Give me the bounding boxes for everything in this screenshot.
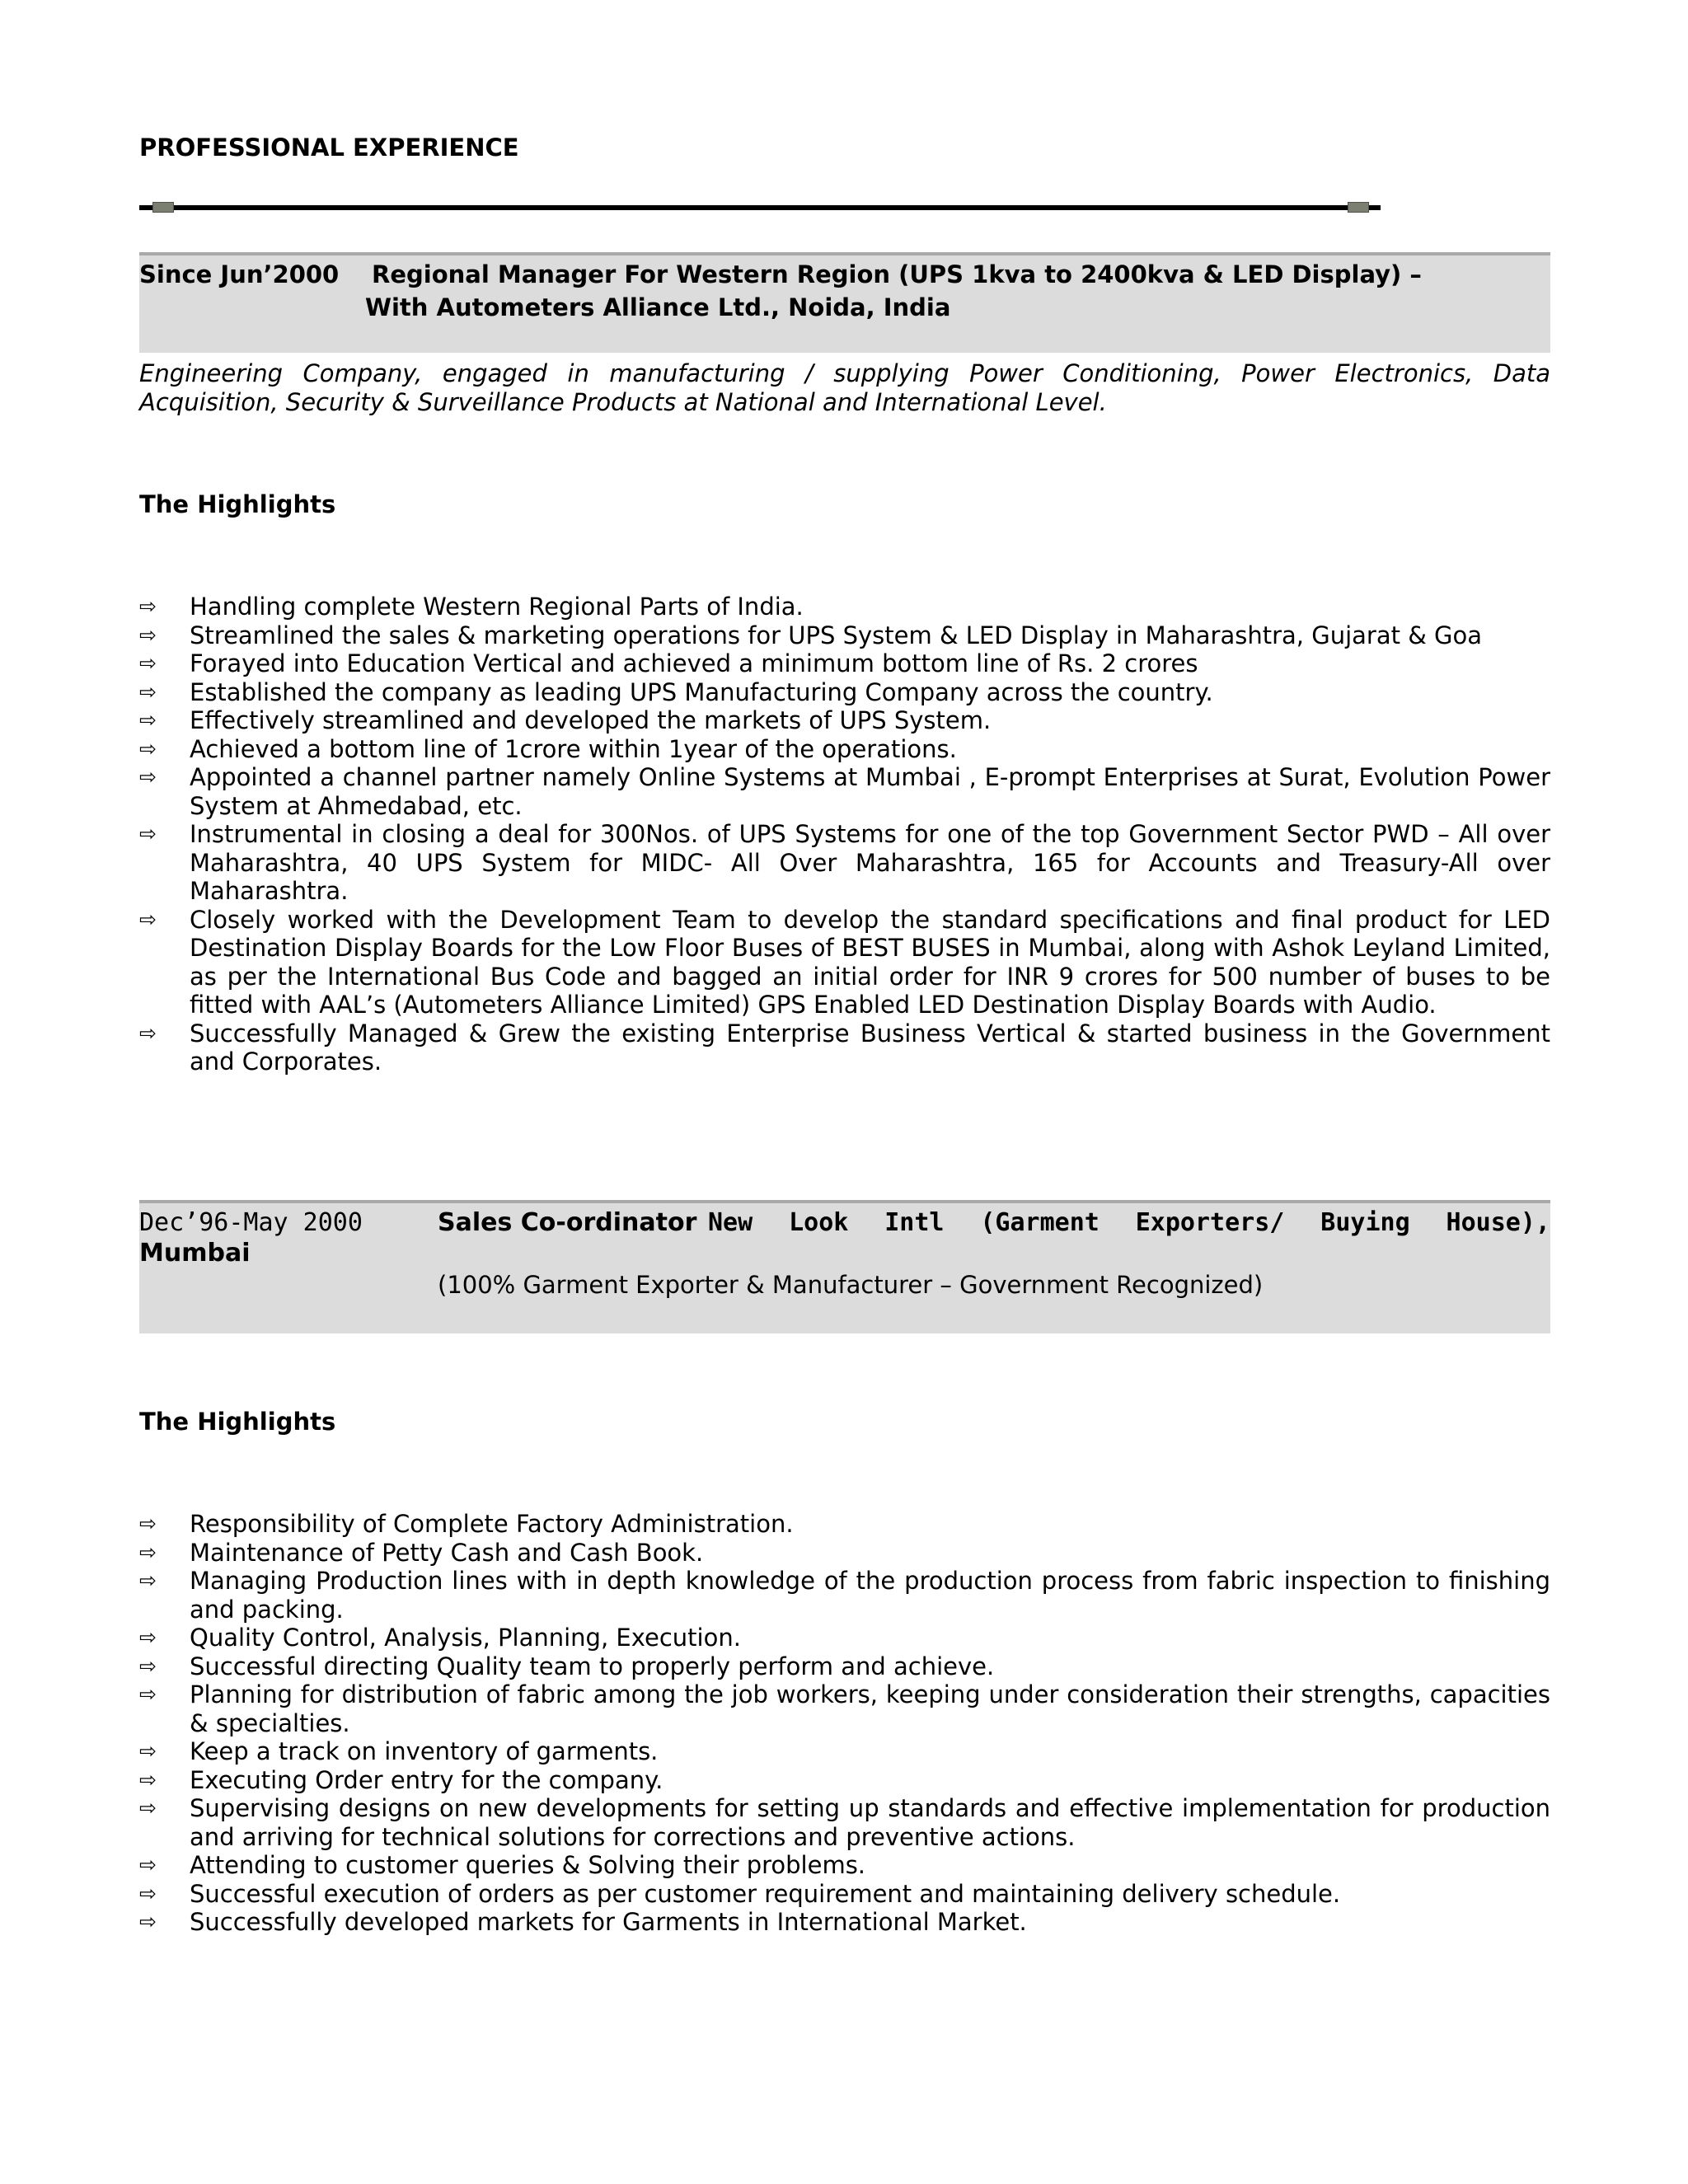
right-arrow-outline-icon: ⇨	[139, 1881, 157, 1905]
highlight-text: Appointed a channel partner namely Online Systems at Mumbai , E-prompt Enterprises at Surat, Evolution Power System at Ahmedabad, etc.	[190, 763, 1550, 820]
right-arrow-outline-icon: ⇨	[139, 1767, 157, 1792]
job2-company	[708, 1208, 1550, 1237]
right-arrow-outline-icon: ⇨	[139, 679, 157, 704]
job2-title: Sales Co-ordinator	[438, 1208, 697, 1237]
highlight-item	[139, 763, 1550, 820]
highlight-item	[139, 621, 1550, 650]
highlight-item	[139, 706, 1550, 735]
highlight-item	[139, 1567, 1550, 1624]
highlight-text: Supervising designs on new developments for setting up standards and effective implementation for production and arriving for technical solutions for corrections and preventive actions.	[190, 1794, 1550, 1851]
right-arrow-outline-icon: ⇨	[139, 1682, 157, 1706]
highlight-text: Executing Order entry for the company.	[190, 1765, 663, 1794]
right-arrow-outline-icon: ⇨	[139, 1910, 157, 1933]
job2-highlights-list	[139, 1510, 1550, 1937]
highlight-text: Forayed into Education Vertical and achieved a minimum bottom line of Rs. 2 crores	[190, 649, 1198, 677]
right-arrow-outline-icon: ⇨	[139, 765, 157, 789]
right-arrow-outline-icon: ⇨	[139, 1020, 157, 1045]
right-arrow-outline-icon: ⇨	[139, 822, 157, 846]
highlight-item	[139, 1908, 1550, 1937]
highlight-text: Effectively streamlined and developed the markets of UPS System.	[190, 706, 992, 734]
highlight-item	[139, 735, 1550, 764]
section-title: PROFESSIONAL EXPERIENCE	[139, 134, 519, 162]
divider-right-cap	[1348, 202, 1369, 213]
job2-company-description: (100% Garment Exporter & Manufacturer – Government Recognized)	[438, 1271, 1264, 1299]
divider-left-cap	[152, 202, 174, 213]
company-word: Buying	[1320, 1208, 1410, 1237]
highlight-item	[139, 1794, 1550, 1851]
highlight-item	[139, 1539, 1550, 1568]
job2-header	[139, 1200, 1550, 1333]
right-arrow-outline-icon: ⇨	[139, 1625, 157, 1649]
highlight-item	[139, 1766, 1550, 1795]
job2-highlights-title: The Highlights	[139, 1408, 336, 1436]
highlight-text: Instrumental in closing a deal for 300Nos. of UPS Systems for one of the top Government Sector PWD – All over Maharashtra, 40 UPS System for MIDC- All Over Maharashtra, 165 for Accounts and Treasury-All over Maharashtra.	[190, 820, 1550, 905]
highlight-item	[139, 1652, 1550, 1681]
company-word: Look	[789, 1208, 849, 1237]
highlight-text: Closely worked with the Development Team to develop the standard specifications and final product for LED Destination Display Boards for the Low Floor Buses of BEST BUSES in Mumbai, along with Ashok Leyland Limited, as per the International Bus Code and bagged an initial order for INR 9 crores for 500 number of buses to be fitted with AAL’s (Autometers Alliance Limited) GPS Enabled LED Destination Display Boards with Audio.	[190, 905, 1550, 1019]
company-word: Intl	[884, 1208, 945, 1237]
highlight-item	[139, 1880, 1550, 1909]
right-arrow-outline-icon: ⇨	[139, 1853, 157, 1877]
right-arrow-outline-icon: ⇨	[139, 1796, 157, 1820]
highlight-item	[139, 1510, 1550, 1539]
highlight-text: Achieved a bottom line of 1crore within 1year of the operations.	[190, 734, 957, 763]
job1-employer: With Autometers Alliance Ltd., Noida, India	[365, 293, 951, 321]
highlight-text: Keep a track on inventory of garments.	[190, 1737, 659, 1765]
highlight-item	[139, 1851, 1550, 1880]
right-arrow-outline-icon: ⇨	[139, 1653, 157, 1678]
right-arrow-outline-icon: ⇨	[139, 594, 157, 618]
right-arrow-outline-icon: ⇨	[139, 651, 157, 675]
highlight-item	[139, 649, 1550, 678]
highlight-text: Successful directing Quality team to properly perform and achieve.	[190, 1652, 995, 1680]
highlight-text: Managing Production lines with in depth knowledge of the production process from fabric inspection to finishing and packing.	[190, 1567, 1550, 1624]
highlight-text: Successfully developed markets for Garments in International Market.	[190, 1908, 1027, 1936]
job1-company-description: Engineering Company, engaged in manufacturing / supplying Power Conditioning, Power Electronics, Data Acquisition, Security & Surveillance Products at National and International Level.	[139, 359, 1550, 416]
highlight-text: Quality Control, Analysis, Planning, Execution.	[190, 1624, 741, 1652]
highlight-item	[139, 906, 1550, 1019]
highlight-item	[139, 1737, 1550, 1766]
highlight-text: Attending to customer queries & Solving their problems.	[190, 1851, 866, 1879]
highlight-item	[139, 820, 1550, 906]
company-word: House),	[1446, 1208, 1550, 1237]
right-arrow-outline-icon: ⇨	[139, 708, 157, 732]
highlight-text: Established the company as leading UPS Manufacturing Company across the country.	[190, 677, 1213, 706]
company-word: New	[708, 1208, 753, 1237]
highlight-text: Successful execution of orders as per customer requirement and maintaining delivery schedule.	[190, 1879, 1341, 1908]
job1-highlights-list	[139, 593, 1550, 1076]
highlight-text: Successfully Managed & Grew the existing Enterprise Business Vertical & started business in the Government and Corporates.	[190, 1019, 1550, 1076]
company-word: Exporters/	[1135, 1208, 1285, 1237]
company-word: (Garment	[980, 1208, 1100, 1237]
job1-dates: Since Jun’2000	[139, 260, 340, 288]
right-arrow-outline-icon: ⇨	[139, 1540, 157, 1564]
right-arrow-outline-icon: ⇨	[139, 1511, 157, 1535]
right-arrow-outline-icon: ⇨	[139, 907, 157, 931]
highlight-text: Streamlined the sales & marketing operations for UPS System & LED Display in Maharashtra, Gujarat & Goa	[190, 621, 1483, 649]
highlight-text: Responsibility of Complete Factory Administration.	[190, 1510, 794, 1538]
highlight-text: Planning for distribution of fabric among the job workers, keeping under consideration their strengths, capacities & specialties.	[190, 1680, 1550, 1737]
job2-city: Mumbai	[139, 1239, 251, 1268]
highlight-item	[139, 1019, 1550, 1076]
right-arrow-outline-icon: ⇨	[139, 1739, 157, 1763]
job1-highlights-title: The Highlights	[139, 490, 336, 518]
highlight-item	[139, 1624, 1550, 1652]
job1-role: Regional Manager For Western Region (UPS 1kva to 2400kva & LED Display) –	[372, 260, 1422, 288]
highlight-text: Maintenance of Petty Cash and Cash Book.	[190, 1538, 704, 1567]
highlight-item	[139, 1680, 1550, 1737]
divider-line	[139, 205, 1381, 210]
job2-dates: Dec’96-May 2000	[139, 1208, 363, 1237]
job1-header	[139, 252, 1550, 353]
job1-header-line1	[139, 260, 1422, 288]
right-arrow-outline-icon: ⇨	[139, 736, 157, 761]
right-arrow-outline-icon: ⇨	[139, 1568, 157, 1592]
highlight-text: Handling complete Western Regional Parts of India.	[190, 593, 804, 621]
highlight-item	[139, 593, 1550, 621]
right-arrow-outline-icon: ⇨	[139, 622, 157, 647]
section-divider	[139, 202, 1381, 213]
highlight-item	[139, 678, 1550, 707]
